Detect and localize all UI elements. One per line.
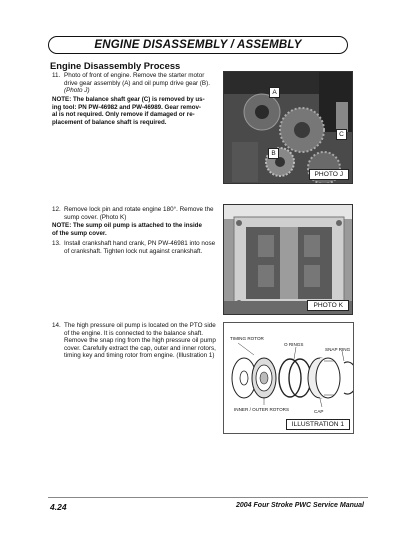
illustration-1-caption: ILLUSTRATION 1 (286, 419, 350, 430)
label-inner-outer-rotors: INNER / OUTER ROTORS (234, 407, 290, 412)
step-13 (52, 240, 220, 255)
section-title: Engine Disassembly Process (50, 60, 181, 71)
photo-k-caption: PHOTO K (307, 300, 349, 311)
photo-k (223, 204, 353, 315)
footer-divider (48, 497, 368, 498)
step-14 (52, 322, 220, 360)
note-line: of the sump cover. (52, 229, 107, 237)
note-line: NOTE: The sump oil pump is attached to the inside (52, 222, 202, 229)
step-line: Remove lock pin and rotate engine 180°. Remove the (64, 206, 214, 213)
photo-j-image (224, 72, 353, 184)
photo-j (223, 71, 353, 184)
step-number: 14. (52, 322, 61, 329)
chapter-header (48, 36, 348, 54)
photo-k-image (224, 205, 353, 315)
step-line: (Photo J) (64, 87, 90, 95)
callout-b: B (268, 148, 279, 159)
step-line: sump cover. (Photo K) (64, 213, 127, 221)
step-line: Photo of front of engine. Remove the starter motor (64, 72, 205, 79)
manual-title: 2004 Four Stroke PWC Service Manual (236, 502, 364, 509)
step-line: timing key and timing rotor from engine. (Illustration 1) (64, 352, 215, 360)
callout-c: C (336, 129, 347, 140)
step-12 (52, 206, 220, 221)
step-line: The high pressure oil pump is located on the PTO side (64, 322, 216, 329)
note-balance-shaft (52, 96, 222, 126)
step-number: 11. (52, 72, 61, 79)
step-line: Remove the snap ring from the high pressure oil pump (64, 337, 216, 345)
note-line: placement of balance shaft is required. (52, 118, 167, 126)
label-o-rings: O RINGS (284, 342, 304, 347)
step-line: drive gear assembly (A) and oil pump drive gear (B). (64, 79, 210, 87)
note-line: ing tool: PN PW-46982 and PW-46989. Gear remov- (52, 103, 201, 111)
note-sump-pump (52, 222, 222, 237)
step-11 (52, 72, 220, 95)
step-line: of the engine. It is connected to the balance shaft. (64, 329, 203, 337)
label-timing-rotor: TIMING ROTOR (230, 336, 264, 341)
page-number: 4.24 (50, 502, 67, 512)
chapter-title: ENGINE DISASSEMBLY / ASSEMBLY (94, 39, 302, 51)
step-line: cover. Carefully extract the cap, outer and inner rotors, (64, 344, 216, 352)
note-line: NOTE: The balance shaft gear (C) is removed by us- (52, 96, 205, 103)
note-line: al is not required. Only remove if damaged or re- (52, 111, 195, 118)
step-line: Install crankshaft hand crank, PN PW-46981 into nose (64, 240, 216, 247)
step-line: of crankshaft. Tighten lock nut against crankshaft. (64, 247, 203, 255)
photo-j-caption: PHOTO J (309, 169, 349, 180)
step-number: 12. (52, 206, 61, 213)
label-snap-ring: SNAP RING (325, 347, 351, 352)
illustration-1 (223, 322, 354, 434)
label-cap: CAP (314, 409, 324, 414)
callout-a: A (269, 87, 280, 98)
step-number: 13. (52, 240, 61, 247)
